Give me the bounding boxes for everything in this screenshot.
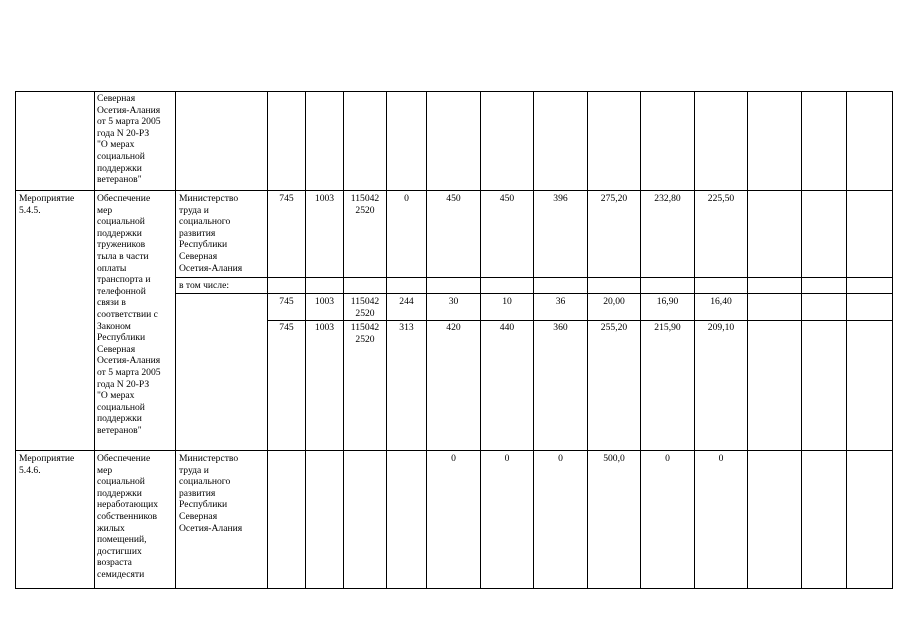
- csr-cell: 115042 2520: [350, 193, 380, 216]
- executor-cell: Министерство труда и социального развития Республики Северная Осетия-Алания: [179, 453, 243, 534]
- measure-name-cell: Мероприятие 5.4.5.: [19, 193, 75, 216]
- amount-cell: 0: [451, 453, 456, 464]
- vr-cell: 313: [399, 322, 414, 333]
- including-label: в том числе:: [179, 280, 230, 291]
- amount-cell: 215,90: [654, 322, 681, 333]
- amount-cell: 0: [665, 453, 670, 464]
- amount-cell: 360: [553, 322, 568, 333]
- amount-cell: 232,80: [654, 193, 681, 204]
- amount-cell: 209,10: [707, 322, 735, 333]
- amount-cell: 440: [499, 322, 515, 333]
- amount-cell: 16,90: [656, 296, 679, 307]
- amount-cell: 396: [553, 193, 568, 204]
- amount-cell: 450: [499, 193, 515, 204]
- grbs-cell: 745: [279, 322, 294, 333]
- amount-cell: 275,20: [600, 193, 628, 204]
- vr-cell: 244: [399, 296, 414, 307]
- rzpr-cell: 1003: [314, 193, 335, 204]
- amount-cell: 225,50: [707, 193, 735, 204]
- measure-description-cell: Северная Осетия-Алания от 5 марта 2005 года N 20-РЗ "О мерах социальной поддержки ветеранов": [97, 93, 161, 186]
- amount-cell: 450: [446, 193, 461, 204]
- grbs-cell: 745: [279, 296, 294, 307]
- rzpr-cell: 1003: [314, 322, 335, 333]
- amount-cell: 20,00: [603, 296, 625, 307]
- measure-name-cell: Мероприятие 5.4.6.: [19, 453, 75, 476]
- csr-cell: 115042 2520: [350, 296, 380, 319]
- amount-cell: 0: [558, 453, 563, 464]
- rzpr-cell: 1003: [314, 296, 335, 307]
- grbs-cell: 745: [279, 193, 294, 204]
- amount-cell: 36: [555, 296, 566, 307]
- amount-cell: 16,40: [710, 296, 732, 307]
- amount-cell: 500,0: [603, 453, 625, 464]
- measure-description-cell: Обеспечение мер социальной поддержки неработающих собственников жилых помещений, достигших возраста семидесяти: [97, 453, 159, 580]
- amount-cell: 0: [504, 453, 510, 464]
- amount-cell: 30: [448, 296, 459, 307]
- executor-cell: Министерство труда и социального развития Республики Северная Осетия-Алания: [179, 193, 243, 274]
- csr-cell: 115042 2520: [350, 322, 380, 345]
- amount-cell: 10: [502, 296, 512, 307]
- amount-cell: 0: [718, 453, 724, 464]
- vr-cell: 0: [404, 193, 409, 204]
- amount-cell: 420: [446, 322, 461, 333]
- measure-description-cell: Обеспечение мер социальной поддержки тружеников тыла в части оплаты транспорта и телефонной связи в соответствии с Законом Республики Северная Осетия-Алания от 5 марта 2005 года N 20-РЗ "О мерах социальной поддержки ветеранов": [97, 193, 161, 436]
- amount-cell: 255,20: [600, 322, 628, 333]
